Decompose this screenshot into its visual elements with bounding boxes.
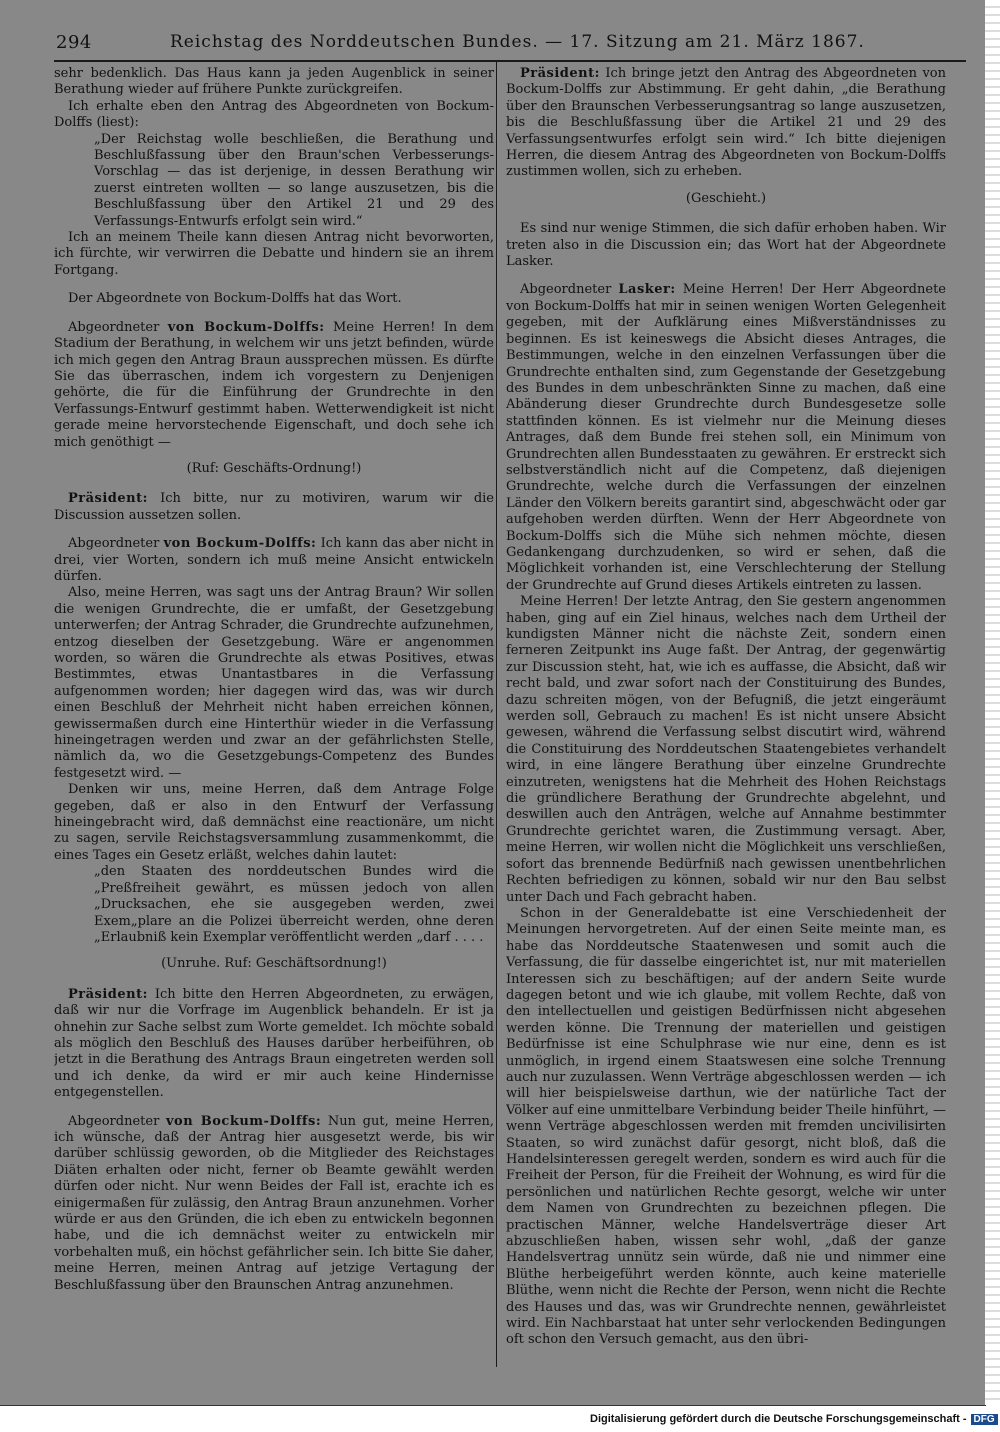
speech-text: Ich bitte den Herren Abgeordneten, zu erwägen, daß wir nur die Vorfrage im Augenblick behandeln. Er ist ja ohnehin zur Sache selbst zum Worte gemeldet. Ich möchte sobald als möglich den Beschluß des Hauses darüber herbeiführen, ob jetzt in die Berathung des Antrags Braun eingetreten werden soll und ich denke, da wird er mir auch keine Hindernisse entgegenstellen. xyxy=(54,986,494,1101)
dfg-logo: DFG xyxy=(971,1414,998,1425)
right-column xyxy=(506,66,946,1366)
paragraph: Also, meine Herren, was sagt uns der Antrag Braun? Wir sollen die wenigen Grundrechte, die er umfaßt, der Gesetzgebung unterwerfen; der Antrag Schrader, die Grundrechte aufzunehmen, entzog dieselben der Gesetzgebung. Wäre er angenommen worden, so wären die Grundrechte als etwas Positives, etwas Bestimmtes, etwas Unantastbares in die Verfassung aufgenommen worden; hier dagegen wird das, was wir durch einen Beschluß der Mehrheit nicht haben erreichen können, gewissermaßen durch eine Hinterthür wieder in die Verfassung hineingetragen werden und zwar an der gefährlichsten Stelle, nämlich da, wo die Gesetzgebungs-Competenz des Bundes festgesetzt wird. — xyxy=(54,585,494,781)
quotation: „den Staaten des norddeutschen Bundes wird die „Preßfreiheit gewährt, es müssen jedoch von allen „Drucksachen, ehe sie ausgegeben werden, zwei Exem„plare an die Polizei überreicht werden, ohne deren „Erlaubniß kein Exemplar veröffentlicht werden „darf . . . . xyxy=(94,864,494,945)
running-head: Reichstag des Norddeutschen Bundes. — 17. Sitzung am 21. März 1867. xyxy=(170,32,865,52)
paragraph: Schon in der Generaldebatte ist eine Verschiedenheit der Meinungen hervorgetreten. Auf der einen Seite meinte man, es habe das Norddeutsche Staatenwesen und somit auch die Verfassung, die für dasselbe eingerichtet ist, nur mit materiellen Interessen sich zu beschäftigen; auf der andern Seite wurde dagegen betont und wie ich glaube, mit vollem Rechte, daß von den intellectuellen und geistigen Bedürfnissen nicht abgesehen werden könne. Die Trennung der materiellen und geistigen Bedürfnisse ist eine Schulphrase wie nur eine, denn es ist unmöglich, in irgend einem Staatswesen eine solche Trennung auch nur zuzulassen. Wenn Verträge abgeschlossen werden — ich will hier beispielsweise darthun, wie der natürliche Tact der Völker auf eine unmittelbare Verbindung beider Theile hinführt, — wenn Verträge abgeschlossen werden mit fremden uncivilisirten Staaten, so wird zunächst dafür gesorgt, nicht bloß, daß die Handelsinteressen geregelt werden, sondern es wird auch für die Freiheit der Person, für die Freiheit der Wohnung, es wird für die persönlichen und natürlichen Rechte gesorgt, welche wir unter dem Namen von Grundrechten zu bezeichnen pflegen. Die practischen Männer, welche Handelsverträge dieser Art abzuschließen haben, wissen sehr wohl, „daß der ganze Handelsvertrag unnütz sein würde, daß nie und nimmer eine Blüthe herbeigeführt werden könnte, auch keine materielle Blüthe, wenn nicht die Rechte der Person, wenn nicht die Rechte des Hauses und das, was wir Grundrechte nennen, gewährleistet wird. Ein Nachbarstaat hat unter sehr verlockenden Bedingungen oft schon den Versuch gemacht, aus den übri- xyxy=(506,905,946,1348)
interjection: (Ruf: Geschäfts-Ordnung!) xyxy=(186,460,362,476)
paragraph: Es sind nur wenige Stimmen, die sich dafür erhoben haben. Wir treten also in die Discussion ein; das Wort hat der Abgeordnete Lasker. xyxy=(506,221,946,270)
footer-text: Digitalisierung gefördert durch die Deutsche Forschungsgemeinschaft - xyxy=(590,1413,967,1425)
speaker-name: von Bockum-Dolffs: xyxy=(163,536,317,552)
speech-text: Ich bringe jetzt den Antrag des Abgeordneten von Bockum-Dolffs zur Abstimmung. Er geht dahin, „die Berathung über den Braunschen Verbesserungsantrag so lange auszusetzen, bis die Beschlußfassung über die Artikel 21 und 29 des Verfassungsentwurfes erfolgt sein wird.“ Ich bitte diejenigen Herren, die diesem Antrag des Abgeordneten von Bockum-Dolffs zustimmen wollen, sich zu erheben. xyxy=(506,66,946,180)
header-rule xyxy=(54,60,966,62)
interjection: (Unruhe. Ruf: Geschäftsordnung!) xyxy=(161,956,387,972)
scan-edge xyxy=(985,0,1000,1405)
speaker-name: Präsident: xyxy=(68,491,148,507)
paragraph: Meine Herren! Der letzte Antrag, den Sie gestern angenommen haben, ging auf ein Ziel hinaus, welches nach dem Urtheil der kundigsten Männer nicht die nächste Zeit, sondern einen ferneren Zeitpunkt ins Auge faßt. Der Antrag, der gegenwärtig zur Discussion steht, hat, wie ich es auffasse, die Absicht, daß wir recht bald, und zwar sofort nach der Constituirung des Bundes, dazu schreiten mögen, von der Befugniß, die jetzt eingeräumt werden soll, Gebrauch zu machen! Es ist nicht unsere Absicht gewesen, während die Verfassung selbst discutirt wird, während die Constituirung des Norddeutschen Staatengebietes verhandelt wird, in eine längere Berathung über einzelne Grundrechte einzutreten, wenigstens hat die Mehrheit des Hohen Reichstags die gründlichere Berathung der Grundrechte abgelehnt, und deswillen auch den Anträgen, welche auf Annahme bestimmter Grundrechte gerichtet waren, die Zustimmung versagt. Aber, meine Herren, wir wollen nicht die Möglichkeit uns verschließen, sofort das brennende Bedürfniß nach gewissen unentbehrlichen Rechten befriedigen zu können, sobald wir nur den Bau selbst unter Dach und Fach gebracht haben. xyxy=(506,594,946,905)
speaker-prefix: Abgeordneter xyxy=(68,1113,160,1129)
speech-text: Ich kann das aber nicht in drei, vier Worten, sondern ich muß meine Ansicht entwickeln dürfen. xyxy=(54,536,494,584)
paragraph: Denken wir uns, meine Herren, daß dem Antrage Folge gegeben, daß er also in den Entwurf der Verfassung hineingebracht wird, daß demnächst eine reactionäre, um nicht zu sagen, servile Reichstagsversammlung zusammenkommt, die eines Tages ein Gesetz erläßt, welches dahin lautet: xyxy=(54,782,494,863)
paragraph: Ich an meinem Theile kann diesen Antrag nicht bevorworten, ich fürchte, wir verwirren die Debatte und hindern sie an ihrem Fortgang. xyxy=(54,230,494,278)
speech xyxy=(54,320,494,451)
speaker-name: Präsident: xyxy=(68,986,148,1002)
speech xyxy=(54,987,494,1102)
speech-text: Meine Herren! In dem Stadium der Berathung, in welchem wir uns jetzt befinden, würde ich mich gegen den Antrag Braun aussprechen müssen. Es dürfte Sie das überraschen, indem ich vorgestern zu Denjenigen gehörte, die für die Einführung der Grundrechte in den Verfassungs-Entwurf gestimmt haben. Wetterwendigkeit ist nicht gerade meine hervorstechende Eigenschaft, und doch sehe ich mich genöthigt — xyxy=(54,319,494,450)
speech-text: Meine Herren! Der Herr Abgeordnete von Bockum-Dolffs hat mir in seinen wenigen Worten Gelegenheit gegeben, mit der Aufklärung eines Mißverständnisses zu beginnen. Es ist keineswegs die Absicht dieses Antrages, die Bestimmungen, welche in den einzelnen Verfassungen über die Grundrechte enthalten sind, zum Gegenstande der Gesetzgebung des Bundes in dem unbeschränkten Sinne zu machen, daß eine Abänderung dieser Grundrechte durch Bundesgesetze solle stattfinden können. Es ist vielmehr nur die Meinung dieses Antrages, daß dem Bunde frei stehen soll, ein Minimum von Grundrechten allen Bundesstaaten zu gewähren. Er erstreckt sich selbstverständlich nicht auf die Competenz, daß diejenigen Grundrechte, welche durch die Verfassungen der einzelnen Länder den Völkern bereits garantirt sind, abgeschwächt oder gar aufgehoben werden dürften. Wenn der Herr Abgeordnete von Bockum-Dolffs sich die Mühe sich nehmen möchte, diesen Gedankengang durchzudenken, so wird er sehen, daß die Möglichkeit vorhanden ist, eine Verschlechterung der Stellung der Grundrechte auf Grund dieses Artikels eintreten zu lassen. xyxy=(506,282,946,593)
speech-text: Nun gut, meine Herren, ich wünsche, daß der Antrag hier ausgesetzt werde, bis wir darüber schlüssig geworden, ob die Mitglieder des Reichstages Diäten erhalten oder nicht, ferner ob Beamte gewählt werden dürfen oder nicht. Nur wenn Beides der Fall ist, erachte ich es einigermaßen für zulässig, den Antrag Braun anzunehmen. Vorher würde er aus den Gründen, die ich eben zu entwickeln begonnen habe, und die ich demnächst weiter zu entwickeln mir vorbehalten muß, ein höchst gefährlicher sein. Ich bitte Sie daher, meine Herren, meinen Antrag auf jetzige Vertagung der Beschlußfassung über den Braunschen Antrag anzunehmen. xyxy=(54,1113,494,1293)
speech xyxy=(506,66,946,181)
page-number: 294 xyxy=(56,32,92,53)
speech xyxy=(54,1114,494,1294)
speaker-prefix: Abgeordneter xyxy=(68,319,160,335)
speaker-name: Präsident: xyxy=(520,66,600,81)
speaker-name: Lasker: xyxy=(618,282,676,298)
speaker-prefix: Abgeordneter xyxy=(68,536,160,552)
speaker-name: von Bockum-Dolffs: xyxy=(167,319,325,335)
quotation: „Der Reichstag wolle beschließen, die Berathung und Beschlußfassung über den Braun'schen Verbesserungs-Vorschlag — das ist derjenige, in dessen Berathung wir zuerst eintreten wollten — so lange auszusetzen, bis die Beschlußfassung über den Artikel 21 und 29 des Verfassungs-Entwurfs erfolgt sein wird.“ xyxy=(94,131,494,229)
interjection: (Geschieht.) xyxy=(685,190,767,206)
speech-text: Ich bitte, nur zu motiviren, warum wir die Discussion aussetzen sollen. xyxy=(54,491,494,523)
paragraph: Der Abgeordnete von Bockum-Dolffs hat das Wort. xyxy=(68,291,402,307)
paragraph: sehr bedenklich. Das Haus kann ja jeden Augenblick in seiner Berathung wieder auf frühere Punkte zurückgreifen. xyxy=(54,66,494,98)
speaker-name: von Bockum-Dolffs: xyxy=(166,1113,322,1129)
paragraph: Ich erhalte eben den Antrag des Abgeordneten von Bockum-Dolffs (liest): xyxy=(54,98,494,131)
left-column xyxy=(54,66,494,1366)
speech xyxy=(506,282,946,594)
speech xyxy=(54,491,494,524)
footer xyxy=(590,1413,995,1425)
column-rule xyxy=(496,62,497,1367)
speech xyxy=(54,536,494,585)
speaker-prefix: Abgeordneter xyxy=(520,282,612,298)
